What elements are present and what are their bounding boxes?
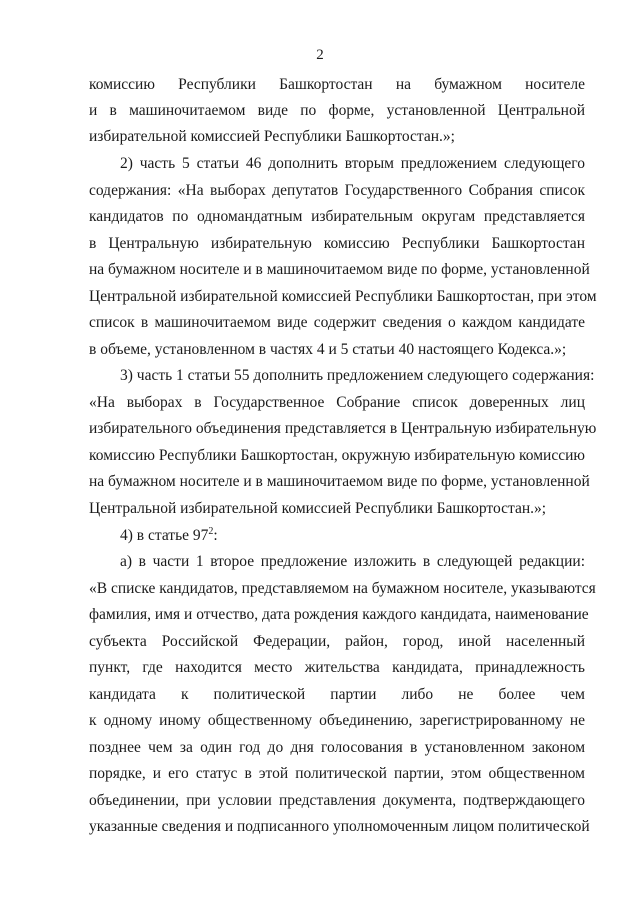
text-line: на бумажном носителе и в машиночитаемом виде по форме, установленной	[89, 473, 590, 490]
text-line: 2) часть 5 статьи 46 дополнить вторым предложением следующего	[120, 155, 585, 172]
text-line: список в машиночитаемом виде содержит сведения о каждом кандидате	[89, 314, 585, 331]
text-line: субъекта Российской Федерации, район, город, иной населенный	[89, 633, 585, 650]
text-line: к одному иному общественному объединению, зарегистрированному не	[89, 712, 585, 729]
text-line: 3) часть 1 статьи 55 дополнить предложением следующего содержания:	[120, 367, 595, 384]
text-line: на бумажном носителе и в машиночитаемом виде по форме, установленной	[89, 261, 590, 278]
text-line: а) в части 1 второе предложение изложить в следующей редакции:	[120, 553, 585, 570]
text-line: комиссию Республики Башкортостан на бумажном носителе	[89, 76, 585, 93]
page-number: 2	[316, 47, 324, 63]
text-line: Центральной избирательной комиссией Республики Башкортостан.»;	[89, 500, 547, 517]
text-line: позднее чем за один год до дня голосования в установленном законом	[89, 739, 585, 756]
article-line	[120, 526, 585, 546]
text-line: комиссию Республики Башкортостан, окружную избирательную комиссию	[89, 447, 585, 464]
text-line: кандидатов по одномандатным избирательным округам представляется	[89, 208, 585, 225]
text-line: пункт, где находится место жительства кандидата, принадлежность	[89, 659, 585, 676]
text-line: избирательного объединения представляется в Центральную избирательную	[89, 420, 597, 437]
text-line: порядке, и его статус в этой политической партии, этом общественном	[89, 765, 585, 782]
article-superscript: 2	[208, 525, 214, 537]
text-line: «На выборах в Государственное Собрание список доверенных лиц	[89, 394, 585, 411]
text-line: избирательной комиссией Республики Башкортостан.»;	[89, 128, 455, 145]
article-text: 4) в статье 97	[120, 527, 209, 544]
text-line: фамилия, имя и отчество, дата рождения каждого кандидата, наименование	[89, 606, 589, 623]
text-line: в Центральную избирательную комиссию Республики Башкортостан	[89, 235, 585, 252]
text-line: Центральной избирательной комиссией Республики Башкортостан, при этом	[89, 288, 597, 305]
text-line: объединении, при условии представления документа, подтверждающего	[89, 792, 585, 809]
text-line: содержания: «На выборах депутатов Государственного Собрания список	[89, 182, 585, 199]
text-line: кандидата к политической партии либо не более чем	[89, 686, 585, 703]
text-line: в объеме, установленном в частях 4 и 5 статьи 40 настоящего Кодекса.»;	[89, 341, 567, 358]
article-colon: :	[213, 527, 218, 544]
text-line: указанные сведения и подписанного уполномоченным лицом политической	[89, 818, 590, 835]
text-line: «В списке кандидатов, представляемом на бумажном носителе, указываются	[89, 580, 596, 597]
text-line: и в машиночитаемом виде по форме, установленной Центральной	[89, 102, 585, 119]
